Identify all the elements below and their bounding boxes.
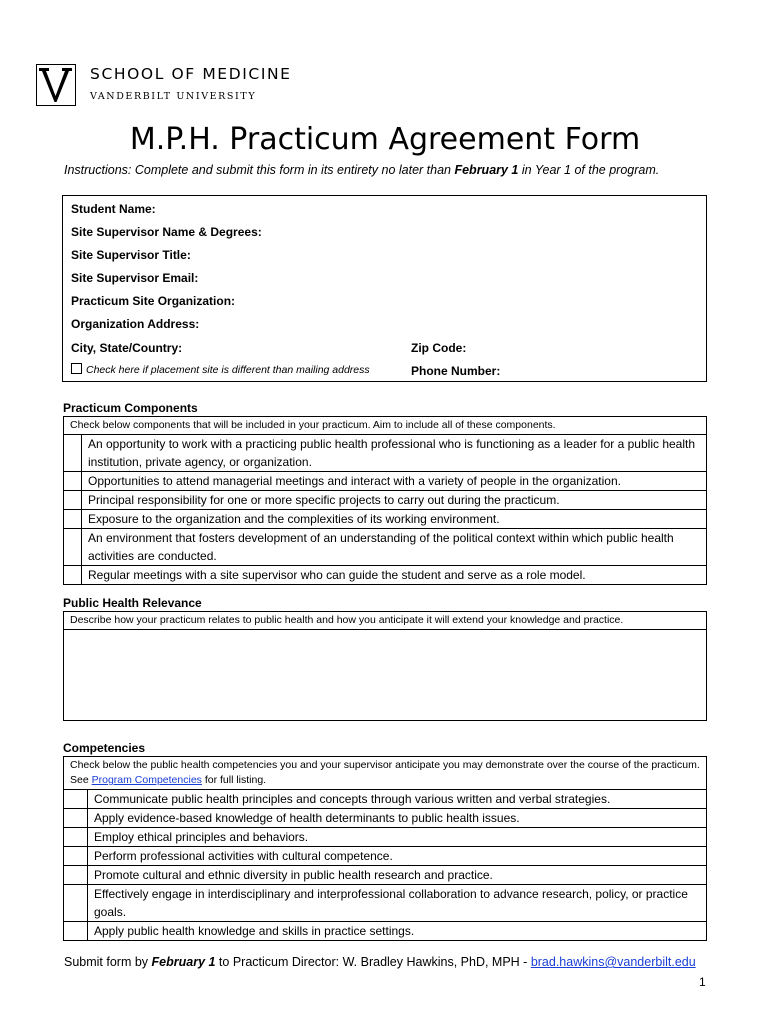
supervisor-email-field[interactable]: Site Supervisor Email:: [71, 271, 199, 285]
component-checkbox[interactable]: [64, 491, 82, 510]
instructions: Instructions: Complete and submit this form in its entirety no later than February 1 in Year 1 of the program.: [64, 163, 660, 177]
footer-deadline: February 1: [151, 955, 216, 969]
instructions-deadline: February 1: [454, 163, 519, 177]
competency-checkbox[interactable]: [64, 809, 88, 828]
university-name: VANDERBILT UNIVERSITY: [90, 91, 257, 102]
component-checkbox[interactable]: [64, 510, 82, 529]
table-row: [64, 510, 707, 529]
supervisor-title-field[interactable]: Site Supervisor Title:: [71, 248, 191, 262]
city-state-field[interactable]: City, State/Country:: [71, 341, 183, 355]
table-row: [64, 472, 707, 491]
component-checkbox[interactable]: [64, 435, 82, 472]
component-item: An environment that fosters development of an understanding of the political context within which public health activities are conducted.: [82, 529, 707, 566]
school-name: SCHOOL OF MEDICINE: [90, 65, 292, 83]
program-competencies-link[interactable]: Program Competencies: [91, 774, 202, 786]
components-heading: Practicum Components: [63, 401, 198, 415]
submission-footer: Submit form by February 1 to Practicum Director: W. Bradley Hawkins, PhD, MPH - brad.hawkins@vanderbilt.edu: [64, 955, 696, 969]
director-email-link[interactable]: brad.hawkins@vanderbilt.edu: [530, 955, 696, 969]
competency-checkbox[interactable]: [64, 847, 88, 866]
component-item: An opportunity to work with a practicing public health professional who is functioning as a leader for a public health institution, private agency, or organization.: [82, 435, 707, 472]
table-row: [64, 809, 707, 828]
competencies-heading: Competencies: [63, 741, 146, 755]
relevance-description: Describe how your practicum relates to public health and how you anticipate it will extend your knowledge and practice.: [64, 612, 707, 630]
relevance-textarea[interactable]: [63, 627, 707, 721]
competency-checkbox[interactable]: [64, 885, 88, 922]
zip-code-field[interactable]: Zip Code:: [411, 341, 467, 355]
components-table: [63, 416, 707, 585]
supervisor-name-field[interactable]: Site Supervisor Name & Degrees:: [71, 225, 262, 239]
placement-different-checkbox[interactable]: Check here if placement site is different than mailing address: [71, 363, 370, 376]
table-row: [64, 847, 707, 866]
component-item: Opportunities to attend managerial meetings and interact with a variety of people in the organization.: [82, 472, 707, 491]
component-checkbox[interactable]: [64, 472, 82, 491]
competency-checkbox[interactable]: [64, 922, 88, 941]
competency-item: Apply evidence-based knowledge of health determinants to public health issues.: [88, 809, 707, 828]
competency-item: Perform professional activities with cultural competence.: [88, 847, 707, 866]
page-number: 1: [699, 975, 706, 989]
site-organization-field[interactable]: Practicum Site Organization:: [71, 294, 236, 308]
table-row: [64, 790, 707, 809]
table-row: [64, 866, 707, 885]
component-item: Principal responsibility for one or more specific projects to carry out during the practicum.: [82, 491, 707, 510]
component-checkbox[interactable]: [64, 566, 82, 585]
vanderbilt-v-logo-icon: [36, 64, 76, 106]
checkbox-icon[interactable]: [71, 363, 82, 374]
competency-checkbox[interactable]: [64, 866, 88, 885]
competency-item: Apply public health knowledge and skills in practice settings.: [88, 922, 707, 941]
student-name-field[interactable]: Student Name:: [71, 202, 156, 216]
competencies-table: [63, 756, 707, 941]
table-row: [64, 491, 707, 510]
table-row: [64, 885, 707, 922]
component-item: Regular meetings with a site supervisor who can guide the student and serve as a role model.: [82, 566, 707, 585]
table-row: [64, 435, 707, 472]
organization-address-field[interactable]: Organization Address:: [71, 317, 200, 331]
competency-item: Effectively engage in interdisciplinary and interprofessional collaboration to advance research, policy, or practice goals.: [88, 885, 707, 922]
table-row: [64, 566, 707, 585]
competency-item: Communicate public health principles and concepts through various written and verbal strategies.: [88, 790, 707, 809]
table-row: [64, 529, 707, 566]
components-description: Check below components that will be included in your practicum. Aim to include all of these components.: [64, 417, 707, 435]
competency-checkbox[interactable]: [64, 790, 88, 809]
relevance-heading: Public Health Relevance: [63, 596, 202, 610]
competency-checkbox[interactable]: [64, 828, 88, 847]
phone-number-field[interactable]: Phone Number:: [411, 364, 501, 378]
page-title: M.P.H. Practicum Agreement Form: [129, 122, 641, 157]
competency-item: Promote cultural and ethnic diversity in public health research and practice.: [88, 866, 707, 885]
competencies-description: Check below the public health competencies you and your supervisor anticipate you may demonstrate over the course of the practicum. See Program Competencies for full listing.: [64, 757, 707, 790]
component-checkbox[interactable]: [64, 529, 82, 566]
student-info-box: [62, 195, 707, 382]
component-item: Exposure to the organization and the complexities of its working environment.: [82, 510, 707, 529]
table-row: [64, 828, 707, 847]
competency-item: Employ ethical principles and behaviors.: [88, 828, 707, 847]
table-row: [64, 922, 707, 941]
